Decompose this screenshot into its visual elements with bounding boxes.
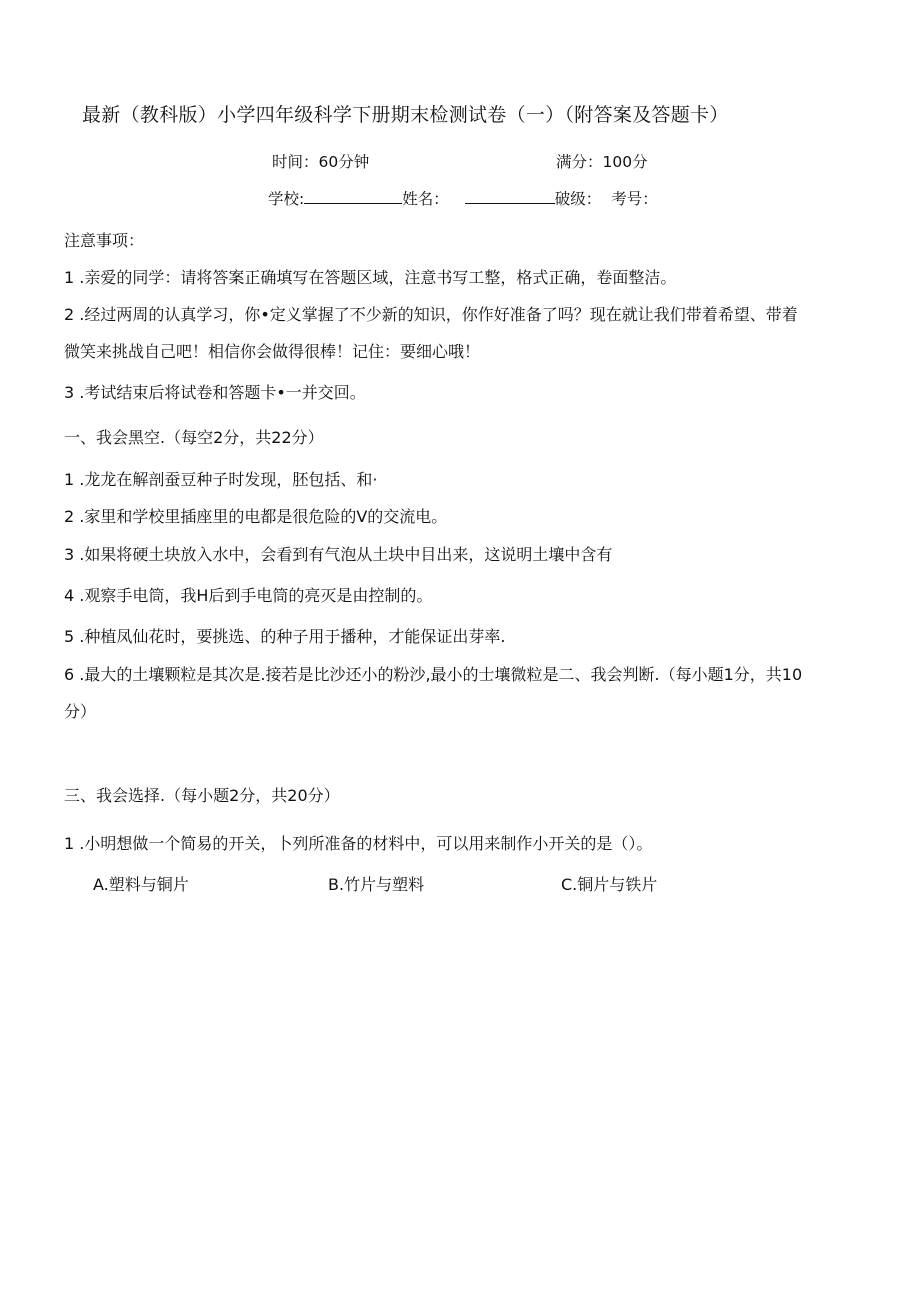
notes-heading: 注意事项： — [64, 231, 145, 250]
choice-option-a[interactable]: A.塑料与铜片 — [93, 875, 189, 894]
name-label: 姓名： — [402, 190, 449, 208]
school-label: 学校: — [268, 190, 305, 208]
name-blank[interactable] — [465, 189, 555, 204]
exam-title: 最新（教科版）小学四年级科学下册期末检测试卷（一）（附答案及答题卡） — [82, 104, 729, 126]
exam-time: 时间：60分钟 — [272, 153, 370, 171]
question-item: 6 .最大的土壤颗粒是其次是.接若是比沙还小的粉沙,最小的士壤微粒是二、我会判断.（每小题1分，共10 — [64, 665, 803, 684]
exam-full-score: 满分：100分 — [556, 153, 648, 171]
section-3-heading: 三、我会选择.（每小题2分，共20分） — [64, 786, 340, 805]
question-item: 2 .家里和学校里插座里的电都是很危险的V的交流电。 — [64, 507, 448, 526]
choice-option-b[interactable]: B.竹片与塑料 — [328, 875, 425, 894]
exam-no-label: 考号： — [611, 190, 658, 208]
question-item: 1 .龙龙在解剖蚕豆种子时发现，胚包括、和· — [64, 470, 378, 489]
question-item-continued: 分） — [64, 702, 97, 721]
note-item: 1 .亲爱的同学：请将答案正确填写在答题区域，注意书写工整，格式正确，卷面整洁。 — [64, 268, 677, 287]
choice-question: 1 .小明想做一个简易的开关，卜列所准备的材料中，可以用来制作小开关的是（）。 — [64, 834, 653, 853]
section-1-heading: 一、我会黑空.（每空2分，共22分） — [64, 428, 324, 447]
question-item: 5 .种植凤仙花时，要挑选、的种子用于播种，才能保证出芽率. — [64, 627, 506, 646]
school-blank[interactable] — [304, 189, 402, 204]
note-item: 2 .经过两周的认真学习，你•定义掌握了不少新的知识，你作好准备了吗？现在就让我们带着希望、带着 — [64, 305, 798, 324]
question-item: 4 .观察手电筒，我H后到手电筒的亮灭是由控制的。 — [64, 586, 433, 605]
choice-option-c[interactable]: C.铜片与铁片 — [561, 875, 658, 894]
student-info-row — [268, 189, 658, 209]
question-item: 3 .如果将硬土块放入水中，会看到有气泡从土块中目出来，这说明土壤中含有 — [64, 545, 613, 564]
note-item-continued: 微笑来挑战自己吧！相信你会做得很棒！记住：要细心哦！ — [64, 342, 481, 361]
note-item: 3 .考试结束后将试卷和答题卡•一并交回。 — [64, 383, 366, 402]
class-label: 破级： — [554, 190, 602, 208]
